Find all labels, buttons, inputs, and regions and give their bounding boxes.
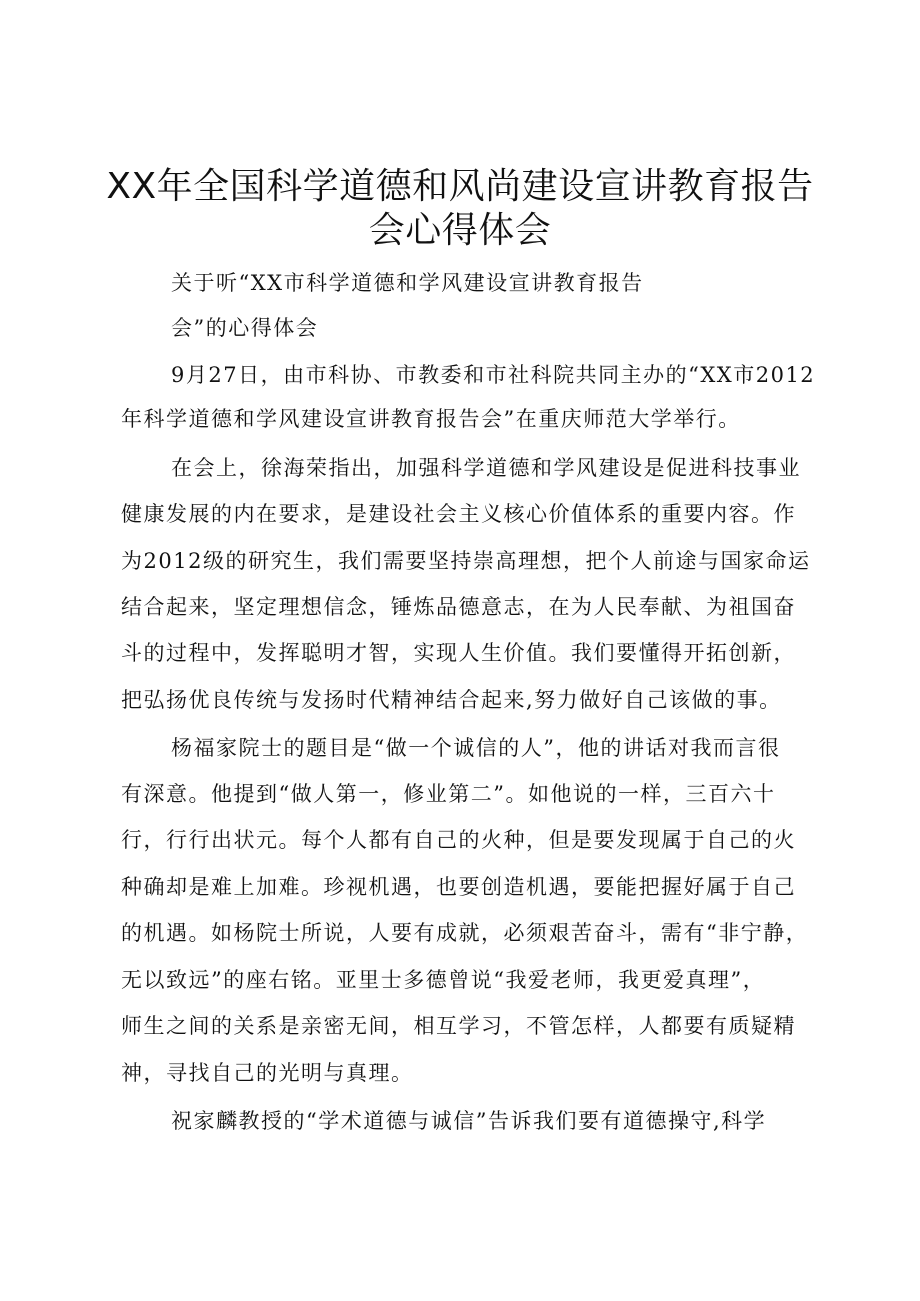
paragraph-3-line-8: 神，寻找自己的光明与真理。 bbox=[121, 1061, 414, 1085]
paragraph-2-line-6: 把弘扬优良传统与发扬时代精神结合起来,努力做好自己该做的事。 bbox=[121, 688, 782, 712]
paragraph-3-line-7: 师生之间的关系是亲密无间，相互学习，不管怎样，人都要有质疑精 bbox=[121, 1014, 796, 1038]
paragraph-3-line-4: 种确却是难上加难。珍视机遇，也要创造机遇，要能把握好属于自己 bbox=[121, 875, 796, 899]
paragraph-3-line-3: 行，行行出状元。每个人都有自己的火种，但是要发现属于自己的火 bbox=[121, 828, 796, 852]
paragraph-1-line-1: 9月27日，由市科协、市教委和市社科院共同主办的“XX市2012 bbox=[171, 363, 816, 387]
paragraph-1-line-2: 年科学道德和学风建设宣讲教育报告会”在重庆师范大学举行。 bbox=[121, 407, 741, 431]
paragraph-3-line-1: 杨福家院士的题目是“做一个诚信的人”，他的讲话对我而言很 bbox=[171, 736, 781, 760]
paragraph-3-line-2: 有深意。他提到“做人第一，修业第二”。如他说的一样，三百六十 bbox=[121, 782, 776, 806]
paragraph-2-line-4: 结合起来，坚定理想信念，锤炼品德意志，在为人民奉献、为祖国奋 bbox=[121, 595, 796, 619]
paragraph-3-line-6: 无以致远”的座右铭。亚里士多德曾说“我爱老师，我更爱真理”， bbox=[121, 968, 766, 992]
paragraph-3-line-5: 的机遇。如杨院士所说，人要有成就，必须艰苦奋斗，需有“非宁静， bbox=[121, 921, 809, 945]
subtitle-line-1: 关于听“XX市科学道德和学风建设宣讲教育报告 bbox=[171, 271, 644, 295]
paragraph-2-line-2: 健康发展的内在要求，是建设社会主义核心价值体系的重要内容。作 bbox=[121, 502, 796, 526]
paragraph-2-line-5: 斗的过程中，发挥聪明才智，实现人生价值。我们要懂得开拓创新， bbox=[121, 641, 796, 665]
paragraph-4-line-1: 祝家麟教授的“学术道德与诚信”告诉我们要有道德操守,科学 bbox=[171, 1109, 767, 1133]
subtitle-line-2: 会”的心得体会 bbox=[171, 316, 319, 340]
document-title-line-2: 会心得体会 bbox=[368, 210, 552, 251]
paragraph-2-line-1: 在会上，徐海荣指出，加强科学道德和学风建设是促进科技事业 bbox=[171, 456, 801, 480]
paragraph-2-line-3: 为2012级的研究生，我们需要坚持崇高理想，把个人前途与国家命运 bbox=[121, 549, 811, 573]
document-title-line-1: XX年全国科学道德和风尚建设宣讲教育报告 bbox=[106, 166, 814, 207]
